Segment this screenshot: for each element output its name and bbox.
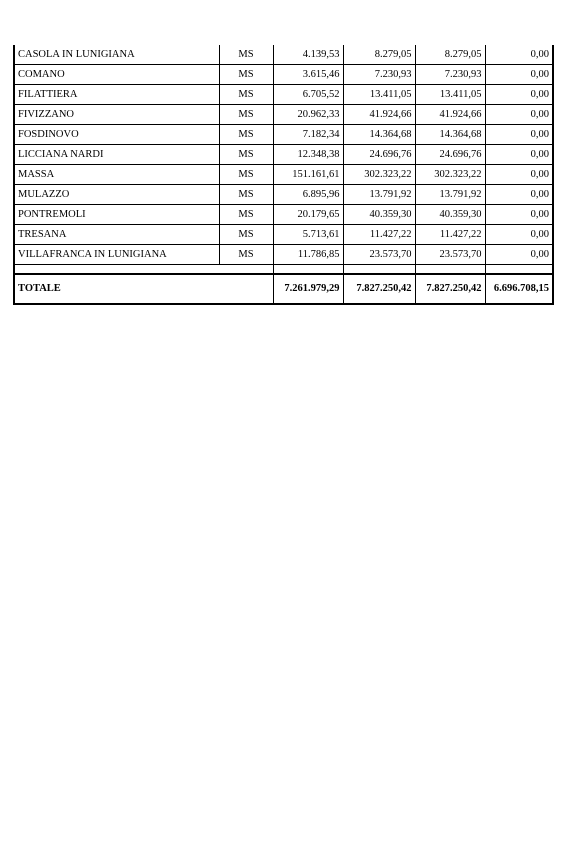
table-row xyxy=(14,125,553,145)
comune-cell: MULAZZO xyxy=(14,185,219,205)
value-2-cell: 13.411,05 xyxy=(343,85,415,105)
value-1-cell: 7.182,34 xyxy=(273,125,343,145)
table-row xyxy=(14,105,553,125)
value-3-cell: 13.411,05 xyxy=(415,85,485,105)
total-value-2: 7.827.250,42 xyxy=(343,274,415,304)
value-2-cell: 23.573,70 xyxy=(343,245,415,265)
comune-cell: VILLAFRANCA IN LUNIGIANA xyxy=(14,245,219,265)
value-4-cell: 0,00 xyxy=(485,245,553,265)
total-label: TOTALE xyxy=(14,274,273,304)
comune-cell: FIVIZZANO xyxy=(14,105,219,125)
value-3-cell: 23.573,70 xyxy=(415,245,485,265)
value-3-cell: 8.279,05 xyxy=(415,45,485,65)
value-3-cell: 7.230,93 xyxy=(415,65,485,85)
total-row xyxy=(14,274,553,304)
value-1-cell: 20.962,33 xyxy=(273,105,343,125)
value-2-cell: 13.791,92 xyxy=(343,185,415,205)
province-cell: MS xyxy=(219,45,273,65)
spacer-cell xyxy=(14,265,273,275)
value-3-cell: 41.924,66 xyxy=(415,105,485,125)
value-2-cell: 11.427,22 xyxy=(343,225,415,245)
total-value-1: 7.261.979,29 xyxy=(273,274,343,304)
value-1-cell: 12.348,38 xyxy=(273,145,343,165)
spacer-cell xyxy=(343,265,415,275)
province-cell: MS xyxy=(219,205,273,225)
value-4-cell: 0,00 xyxy=(485,125,553,145)
value-3-cell: 14.364,68 xyxy=(415,125,485,145)
comune-cell: TRESANA xyxy=(14,225,219,245)
table-row xyxy=(14,145,553,165)
comune-cell: LICCIANA NARDI xyxy=(14,145,219,165)
province-cell: MS xyxy=(219,185,273,205)
value-4-cell: 0,00 xyxy=(485,85,553,105)
value-2-cell: 41.924,66 xyxy=(343,105,415,125)
province-cell: MS xyxy=(219,225,273,245)
value-2-cell: 14.364,68 xyxy=(343,125,415,145)
table-row xyxy=(14,65,553,85)
value-4-cell: 0,00 xyxy=(485,105,553,125)
value-2-cell: 7.230,93 xyxy=(343,65,415,85)
comune-cell: CASOLA IN LUNIGIANA xyxy=(14,45,219,65)
comune-cell: MASSA xyxy=(14,165,219,185)
value-1-cell: 11.786,85 xyxy=(273,245,343,265)
value-1-cell: 20.179,65 xyxy=(273,205,343,225)
value-3-cell: 11.427,22 xyxy=(415,225,485,245)
province-cell: MS xyxy=(219,165,273,185)
value-4-cell: 0,00 xyxy=(485,185,553,205)
total-value-3: 7.827.250,42 xyxy=(415,274,485,304)
value-1-cell: 4.139,53 xyxy=(273,45,343,65)
value-4-cell: 0,00 xyxy=(485,45,553,65)
value-1-cell: 6.895,96 xyxy=(273,185,343,205)
value-1-cell: 6.705,52 xyxy=(273,85,343,105)
table-row xyxy=(14,205,553,225)
value-2-cell: 24.696,76 xyxy=(343,145,415,165)
value-4-cell: 0,00 xyxy=(485,165,553,185)
table-row xyxy=(14,85,553,105)
spacer-row xyxy=(14,265,553,275)
value-2-cell: 40.359,30 xyxy=(343,205,415,225)
comune-cell: FOSDINOVO xyxy=(14,125,219,145)
value-3-cell: 24.696,76 xyxy=(415,145,485,165)
value-3-cell: 13.791,92 xyxy=(415,185,485,205)
province-cell: MS xyxy=(219,85,273,105)
value-2-cell: 302.323,22 xyxy=(343,165,415,185)
table-row xyxy=(14,165,553,185)
value-3-cell: 40.359,30 xyxy=(415,205,485,225)
province-cell: MS xyxy=(219,65,273,85)
spacer-cell xyxy=(415,265,485,275)
value-4-cell: 0,00 xyxy=(485,145,553,165)
total-value-4: 6.696.708,15 xyxy=(485,274,553,304)
spacer-cell xyxy=(273,265,343,275)
spacer-cell xyxy=(485,265,553,275)
comune-cell: FILATTIERA xyxy=(14,85,219,105)
value-4-cell: 0,00 xyxy=(485,205,553,225)
table-row xyxy=(14,245,553,265)
value-4-cell: 0,00 xyxy=(485,225,553,245)
comune-cell: PONTREMOLI xyxy=(14,205,219,225)
province-cell: MS xyxy=(219,105,273,125)
table-row xyxy=(14,45,553,65)
table-row xyxy=(14,185,553,205)
value-1-cell: 3.615,46 xyxy=(273,65,343,85)
table-row xyxy=(14,225,553,245)
value-4-cell: 0,00 xyxy=(485,65,553,85)
comune-cell: COMANO xyxy=(14,65,219,85)
province-cell: MS xyxy=(219,145,273,165)
table-body xyxy=(14,45,553,304)
value-1-cell: 151.161,61 xyxy=(273,165,343,185)
province-cell: MS xyxy=(219,125,273,145)
value-1-cell: 5.713,61 xyxy=(273,225,343,245)
province-cell: MS xyxy=(219,245,273,265)
value-2-cell: 8.279,05 xyxy=(343,45,415,65)
value-3-cell: 302.323,22 xyxy=(415,165,485,185)
municipality-table xyxy=(13,45,554,305)
